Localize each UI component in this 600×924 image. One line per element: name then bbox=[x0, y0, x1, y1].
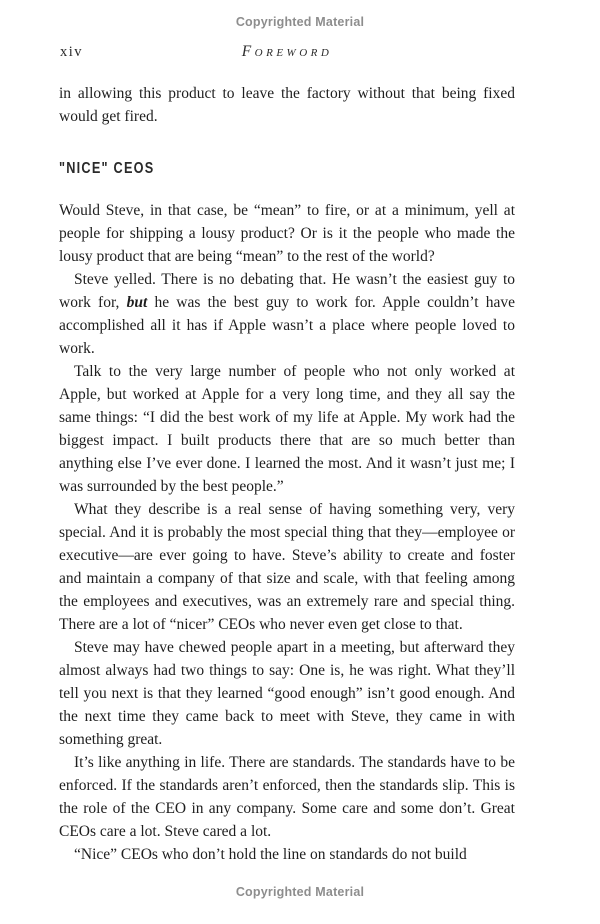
paragraph: Steve may have chewed people apart in a meeting, but afterward they almost always had two things to say: One is, he was right. What they’ll tell you next is that they learned “good enough” isn’t good enough. And the next time they came back to meet with Steve, they came in with something great. bbox=[59, 639, 515, 748]
page-number: xiv bbox=[60, 44, 84, 60]
paragraph: “Nice” CEOs who don’t hold the line on standards do not build bbox=[74, 846, 467, 863]
copyright-notice-top: Copyrighted Material bbox=[235, 15, 365, 29]
paragraph-text: he was the best guy to work for. Apple couldn’t have accomplished all it has if Apple wasn’t a place where people loved to work. bbox=[59, 294, 515, 357]
paragraph bbox=[59, 268, 515, 360]
copyright-notice-bottom: Copyrighted Material bbox=[235, 885, 365, 899]
paragraph: What they describe is a real sense of having something very, very special. And it is probably the most special thing that they—employee or executive—are ever going to have. Steve’s ability to create and foster and maintain a company of that size and scale, with that feeling among the employees and executives, was an extremely rare and special thing. There are a lot of “nicer” CEOs who never even get close to that. bbox=[59, 501, 515, 633]
paragraph: Talk to the very large number of people who not only worked at Apple, but worked at Apple for a very long time, and they all say the same things: “I did the best work of my life at Apple. My work had the biggest impact. I built products there that are so much better than anything else I’ve ever done. I learned the most. And it wasn’t just me; I was surrounded by the best people.” bbox=[59, 363, 515, 495]
body-text bbox=[59, 82, 515, 866]
paragraph-continuation: in allowing this product to leave the factory without that being fixed would get fired. bbox=[59, 85, 515, 125]
paragraph: It’s like anything in life. There are standards. The standards have to be enforced. If the standards aren’t enforced, then the standards slip. This is the role of the CEO in any company. Some care and some don’t. Great CEOs care a lot. Steve cared a lot. bbox=[59, 754, 515, 840]
section-heading: "NICE" CEOS bbox=[59, 160, 155, 177]
page-header bbox=[59, 43, 515, 61]
paragraph-text: Steve yelled. There is no debating that. He wasn’t the easiest guy to work for, bbox=[59, 271, 515, 311]
paragraph: Would Steve, in that case, be “mean” to fire, or at a minimum, yell at people for shipping a lousy product? Or is it the people who made the lousy product that are being “mean” to the rest of the world? bbox=[59, 202, 515, 265]
emphasized-word: but bbox=[126, 294, 148, 311]
running-title: Foreword bbox=[241, 43, 333, 60]
